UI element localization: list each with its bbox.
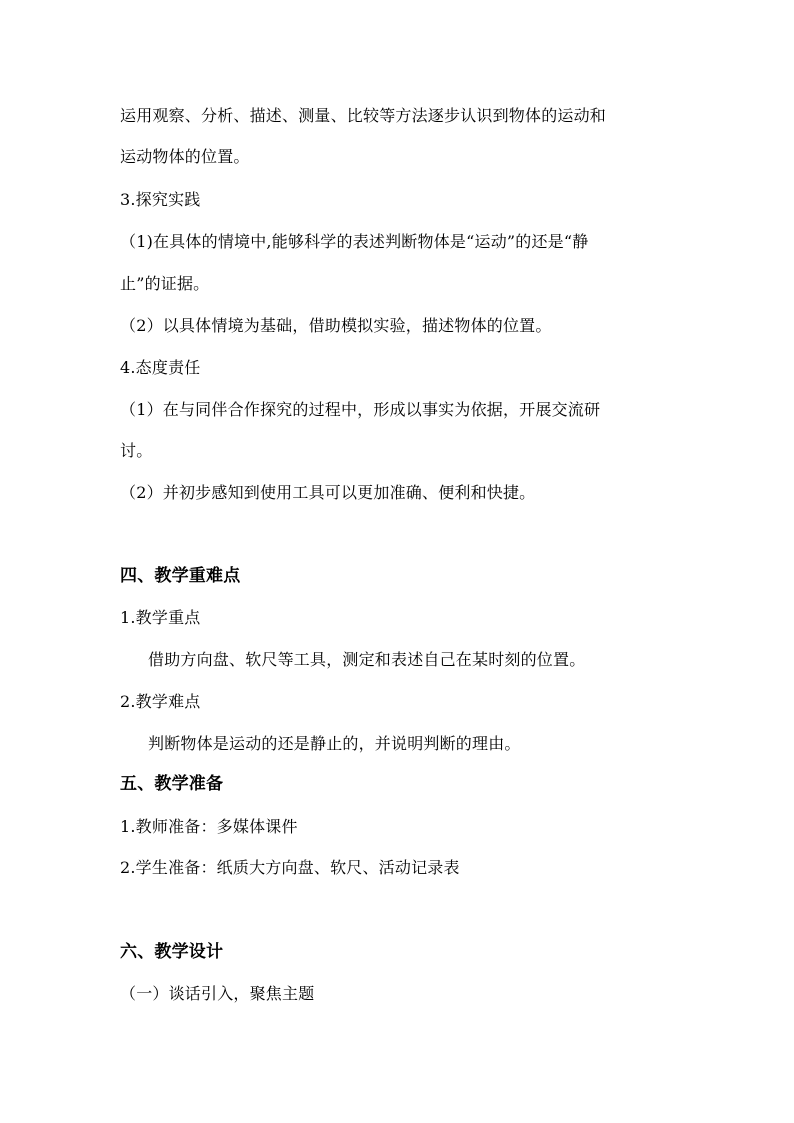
- inquiry-item-1-line-1: （1)在具体的情境中,能够科学的表述判断物体是“运动”的还是“静: [120, 232, 589, 251]
- goal-text-line-2: 运动物体的位置。: [120, 147, 250, 166]
- subheading-attitude-responsibility: 4.态度责任: [120, 358, 201, 377]
- goal-text-line-1: 运用观察、分析、描述、测量、比较等方法逐步认识到物体的运动和: [120, 106, 607, 125]
- attitude-item-2: （2）并初步感知到使用工具可以更加准确、便利和快捷。: [120, 483, 536, 502]
- attitude-item-1-line-2: 讨。: [120, 441, 153, 460]
- section-heading-key-difficult-points: 四、教学重难点: [120, 566, 241, 586]
- design-step-1: （一）谈话引入，聚焦主题: [120, 984, 315, 1003]
- inquiry-item-1-line-2: 止”的证据。: [120, 274, 210, 293]
- teaching-difficulty-text: 判断物体是运动的还是静止的，并说明判断的理由。: [148, 734, 521, 753]
- section-heading-teaching-design: 六、教学设计: [120, 942, 224, 962]
- attitude-item-1-line-1: （1）在与同伴合作探究的过程中，形成以事实为依据，开展交流研: [120, 400, 601, 419]
- section-heading-preparation: 五、教学准备: [120, 774, 224, 794]
- teaching-focus-text: 借助方向盘、软尺等工具，测定和表述自己在某时刻的位置。: [148, 650, 586, 669]
- inquiry-item-2: （2）以具体情境为基础，借助模拟实验，描述物体的位置。: [120, 316, 552, 335]
- subheading-teaching-difficulty: 2.教学难点: [120, 692, 201, 711]
- subheading-inquiry-practice: 3.探究实践: [120, 190, 201, 209]
- teacher-preparation: 1.教师准备：多媒体课件: [120, 817, 298, 836]
- student-preparation: 2.学生准备：纸质大方向盘、软尺、活动记录表: [120, 858, 460, 877]
- subheading-teaching-focus: 1.教学重点: [120, 608, 201, 627]
